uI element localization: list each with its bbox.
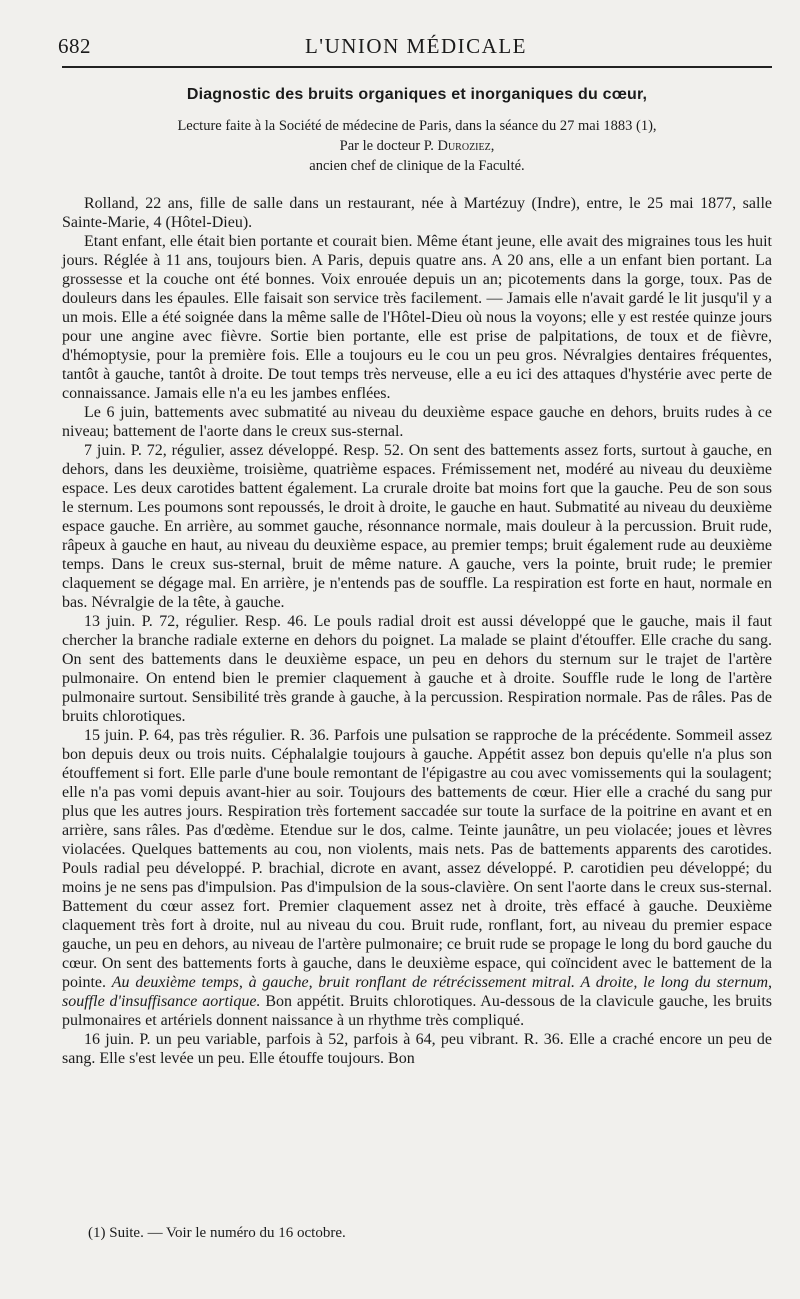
paragraph: 7 juin. P. 72, régulier, assez développé. Resp. 52. On sent des battements assez forts, surtout à gauche, en dehors, dans les deuxième, troisième, quatrième espaces. Frémissement net, modéré au niveau du deuxième espace. Les deux carotides battent également. La crurale droite bat moins fort que la gauche. Peu de son sous le sternum. Les poumons sont repoussés, le droit à droite, le gauche en haut. Submatité au niveau du deuxième espace gauche. En arrière, au sommet gauche, résonnance normale, mais douleur à la percussion. Bruit rude, râpeux à gauche en haut, au niveau du deuxième espace, au premier temps; bruit également rude au deuxième temps. Dans le creux sus-sternal, bruit de même nature. A gauche, vers la pointe, bruit rude; le premier claquement se dégage mal. En arrière, je n'entends pas de souffle. La respiration est forte en haut, normale en bas. Névralgie de la tête, à gauche.	[62, 442, 772, 611]
paragraph: Rolland, 22 ans, fille de salle dans un restaurant, née à Martézuy (Indre), entre, le 25 mai 1877, salle Sainte-Marie, 4 (Hôtel-Dieu).	[62, 195, 772, 231]
spacer	[62, 176, 772, 194]
header-rule	[62, 66, 772, 68]
paragraph: Le 6 juin, battements avec submatité au niveau du deuxième espace gauche en dehors, bruits rudes à ce niveau; battement de l'aorte dans le creux sus-sternal.	[62, 404, 772, 440]
author-prefix: Par le docteur P.	[339, 138, 438, 154]
paragraph-june-15	[62, 726, 772, 1030]
article-body	[62, 86, 772, 1068]
lecture-note: Lecture faite à la Société de médecine de Paris, dans la séance du 27 mai 1883 (1),	[177, 118, 657, 134]
running-header	[58, 30, 774, 60]
author-name: Duroziez	[437, 138, 491, 154]
paragraph: Etant enfant, elle était bien portante et courait bien. Même étant jeune, elle avait des migraines tous les huit jours. Réglée à 11 ans, toujours bien. A Paris, depuis quatre ans. A 20 ans, elle a un enfant bien portant. La grossesse et la couche ont été bonnes. Voix enrouée depuis un an; picotements dans la gorge, toux. Pas de douleurs dans les épaules. Elle faisait son service très facilement. — Jamais elle n'avait gardé le lit jusqu'il y a un mois. Elle a été soignée dans la même salle de l'Hôtel-Dieu où nous la voyons; elle y est restée quinze jours pour une angine avec fièvre. Sortie bien portante, elle est prise de palpitations, de toux et de fièvre, d'hémoptysie, pour la première fois. Elle a toujours eu le cou un peu gros. Névralgies dentaires fréquentes, tantôt à gauche, tantôt à droite. De tout temps très nerveuse, elle a eu ici des attaques d'hystérie avec perte de connaissance. Jamais elle n'a eu les jambes enflées.	[62, 233, 772, 402]
journal-title: L'UNION MÉDICALE	[304, 34, 527, 58]
footnote: (1) Suite. — Voir le numéro du 16 octobre.	[88, 1225, 346, 1241]
author-title: ancien chef de clinique de la Faculté.	[309, 158, 525, 174]
page-number: 682	[58, 34, 91, 58]
paragraph: 16 juin. P. un peu variable, parfois à 52, parfois à 64, peu vibrant. R. 36. Elle a craché encore un peu de sang. Elle s'est levée un peu. Elle étouffe toujours. Bon	[62, 1031, 772, 1067]
paragraph-tail: Bon appétit. Bruits chlorotiques. Au-dessous de la clavicule gauche, les bruits pulmonaires et artériels donnent naissance à un rhythme très compliqué.	[62, 993, 772, 1029]
article-title: Diagnostic des bruits organiques et inorganiques du cœur,	[186, 86, 648, 103]
italic-diagnosis: Au deuxième temps, à gauche, bruit ronflant de rétrécissement mitral. A droite, le long du sternum, souffle d'insuffisance aortique.	[62, 974, 773, 1010]
paragraph: 13 juin. P. 72, régulier. Resp. 46. Le pouls radial droit est aussi développé que le gauche, mais il faut chercher la branche radiale externe en dehors du poignet. La malade se plaint d'étouffer. Elle crache du sang. On sent des battements dans le deuxième espace, un peu en dehors du sternum sur le trajet de l'artère pulmonaire. On entend bien le premier claquement à gauche et à droite. Souffle rude le long de l'artère pulmonaire surtout. Sensibilité très grande à gauche, à la percussion. Respiration normale. Pas de râles. Pas de bruits chlorotiques.	[62, 613, 772, 725]
author-line	[62, 136, 772, 156]
author-suffix: ,	[490, 138, 495, 154]
paragraph-text: 15 juin. P. 64, pas très régulier. R. 36. Parfois une pulsation se rapproche de la précédente. Sommeil assez bon depuis deux ou trois nuits. Céphalalgie toujours à gauche. Appétit assez bon depuis qu'elle n'a plus son étouffement si fort. Elle parle d'une boule remontant de l'épigastre au cou avec vomissements qui la soulagent; elle n'a pas vomi depuis avant-hier au soir. Toujours des battements de cœur. Hier elle a craché du sang pur plus que les autres jours. Respiration très fortement saccadée sur toute la surface de la poitrine en avant et en arrière, sans râles. Pas d'œdème. Etendue sur le dos, calme. Teinte jaunâtre, un peu violacée; joues et lèvres violacées. Quelques battements au cou, non violents, mais nets. Pas de battements apparents des carotides. Pouls radial peu développé. P. brachial, dicrote en avant, assez développé. P. carotidien peu développé; du moins je ne sens pas d'impulsion. Pas d'impulsion de la sous-clavière. On sent l'aorte dans le creux sus-sternal. Battement du cœur assez fort. Premier claquement assez net à droite, très effacé à gauche. Deuxième claquement très fort à droite, nul au niveau du cou. Bruit rude, ronflant, fort, au niveau du premier espace gauche, un peu en dehors, au niveau de l'artère pulmonaire; ce bruit rude se propage le long du bord gauche du cœur. On sent des battements forts à gauche, dans le deuxième espace, qui coïncident avec le battement de la pointe.	[62, 727, 772, 991]
